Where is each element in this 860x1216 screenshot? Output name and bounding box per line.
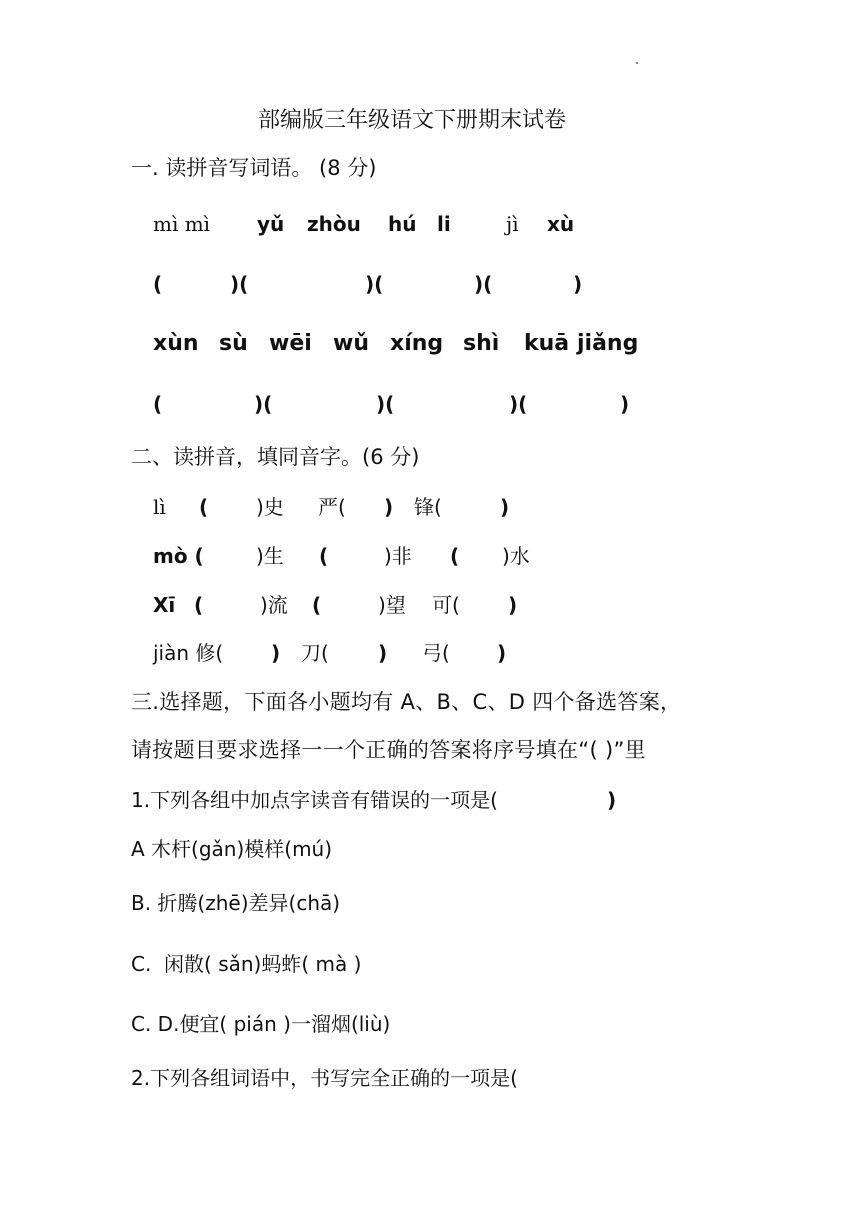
fill-item: mò ( — [153, 544, 204, 568]
pinyin-item: yǔ — [257, 212, 285, 236]
section1-heading: 一. 读拼音写词语。 (8 分) — [131, 156, 377, 180]
option-d: C. D.便宜( pián )一溜烟(liù) — [131, 1012, 391, 1036]
option-a: A 木杆(gǎn)模样(mú) — [131, 837, 333, 861]
pinyin-item: xùn — [153, 331, 199, 356]
fill-item: ) — [384, 495, 394, 519]
pinyin-item: jì — [506, 212, 519, 236]
pinyin-item: jiǎng — [577, 331, 639, 356]
answer-bracket: )( — [365, 272, 384, 296]
answer-bracket: )( — [254, 392, 273, 416]
fill-item: ( — [199, 495, 209, 519]
fill-item: )史 — [256, 495, 284, 519]
question-2: 2.下列各组词语中，书写完全正确的一项是( — [131, 1066, 518, 1090]
option-b: B. 折腾(zhē)差异(chā) — [131, 891, 341, 915]
section3-heading-continued: 请按题目要求选择一一个正确的答案将序号填在“( )”里 — [131, 738, 646, 762]
answer-bracket: )( — [509, 392, 528, 416]
pinyin-item: xù — [547, 212, 575, 236]
fill-item: 刀( — [301, 641, 329, 665]
fill-item: 严( — [318, 495, 346, 519]
fill-item: ( — [319, 544, 329, 568]
section3-heading: 三.选择题，下面各小题均有 A、B、C、D 四个备选答案， — [131, 690, 682, 714]
fill-item: )望 — [378, 593, 406, 617]
answer-bracket: ) — [620, 392, 630, 416]
fill-item: ) — [378, 641, 388, 665]
fill-item: ( — [312, 593, 322, 617]
fill-item: ) — [271, 641, 281, 665]
answer-bracket: )( — [474, 272, 493, 296]
fill-item: 弓( — [422, 641, 450, 665]
fill-item: ( — [194, 593, 204, 617]
fill-item: ) — [497, 641, 507, 665]
fill-item: )非 — [384, 544, 412, 568]
pinyin-item: mì mì — [153, 212, 211, 236]
fill-item: lì — [153, 495, 166, 519]
pinyin-item: li — [437, 212, 451, 236]
pinyin-item: xíng — [390, 331, 444, 356]
answer-bracket: ( — [153, 272, 163, 296]
pinyin-item: kuā — [524, 331, 570, 356]
pinyin-item: wēi — [269, 331, 312, 356]
answer-bracket: )( — [376, 392, 395, 416]
fill-item: 可( — [432, 593, 460, 617]
option-c: C. 闲散( sǎn)蚂蚱( mà ) — [131, 952, 362, 976]
fill-item: 锋( — [414, 495, 442, 519]
pinyin-item: hú — [388, 212, 417, 236]
pinyin-item: shì — [463, 331, 500, 356]
pinyin-item: zhòu — [307, 212, 361, 236]
answer-bracket: )( — [230, 272, 249, 296]
section2-heading: 二、读拼音，填同音字。(6 分) — [131, 445, 420, 469]
page-title: 部编版三年级语文下册期末试卷 — [258, 108, 567, 133]
answer-bracket: ) — [573, 272, 583, 296]
question-1-close: ) — [607, 788, 617, 812]
fill-item: jiàn 修( — [153, 641, 224, 665]
fill-item: )水 — [502, 544, 530, 568]
question-1: 1.下列各组中加点字读音有错误的一项是( — [131, 788, 498, 812]
fill-item: )流 — [260, 593, 288, 617]
pinyin-item: sù — [219, 331, 248, 356]
fill-item: ) — [508, 593, 518, 617]
answer-bracket: ( — [153, 392, 163, 416]
fill-item: Xī — [153, 593, 176, 617]
fill-item: )生 — [256, 544, 284, 568]
fill-item: ) — [500, 495, 510, 519]
fill-item: ( — [450, 544, 460, 568]
pinyin-item: wǔ — [333, 331, 369, 356]
scan-dot — [636, 62, 638, 64]
